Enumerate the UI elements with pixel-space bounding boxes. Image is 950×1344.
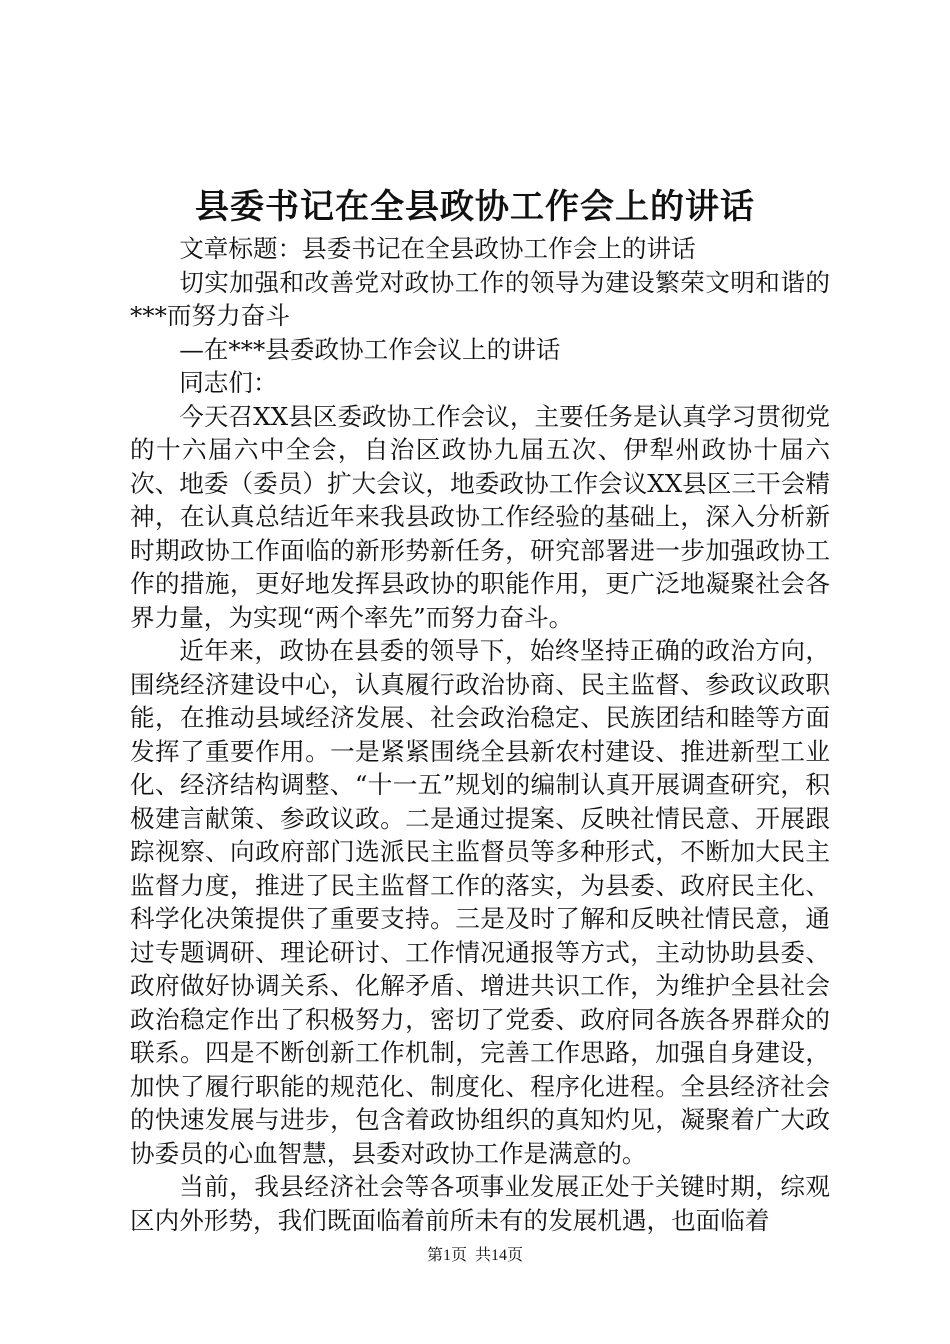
body-paragraph: 今天召XX县区委政协工作会议，主要任务是认真学习贯彻党的十六届六中全会，自治区政协九届五次、伊犁州政协十届六次、地委（委员）扩大会议，地委政协工作会议XX县区三干会精神，在认真总结近年来我县政协工作经验的基础上，深入分析新时期政协工作面临的新形势新任务，研究部署进一步加强政协工作的措施，更好地发挥县政协的职能作用，更广泛地凝聚社会各界力量，为实现“两个率先”而努力奋斗。 — [130, 401, 830, 632]
page-number: 第1页 — [426, 1247, 467, 1264]
page-footer — [0, 1246, 950, 1266]
body-paragraph: 近年来，政协在县委的领导下，始终坚持正确的政治方向，围绕经济建设中心，认真履行政治协商、民主监督、参政议政职能，在推动县域经济发展、社会政治稳定、民族团结和睦等方面发挥了重要作用。一是紧紧围绕全县新农村建设、推进新型工业化、经济结构调整、“十一五”规划的编制认真开展调查研究，积极建言献策、参政议政。二是通过提案、反映社情民意、开展跟踪视察、向政府部门选派民主监督员等多种形式，不断加大民主监督力度，推进了民主监督工作的落实，为县委、政府民主化、科学化决策提供了重要支持。三是及时了解和反映社情民意，通过专题调研、理论研讨、工作情况通报等方式，主动协助县委、政府做好协调关系、化解矛盾、增进共识工作，为维护全县社会政治稳定作出了积极努力，密切了党委、政府同各族各界群众的联系。四是不断创新工作机制，完善工作思路，加强自身建设，加快了履行职能的规范化、制度化、程序化进程。全县经济社会的快速发展与进步，包含着政协组织的真知灼见，凝聚着广大政协委员的心血智慧，县委对政协工作是满意的。 — [130, 636, 830, 1168]
document-title: 县委书记在全县政协工作会上的讲话 — [195, 187, 755, 227]
page-total: 共14页 — [475, 1247, 524, 1264]
speech-heading: 切实加强和改善党对政协工作的领导为建设繁荣文明和谐的***而努力奋斗 — [130, 267, 830, 330]
speech-subheading: —在***县委政协工作会议上的讲话 — [179, 334, 561, 364]
article-title-line: 文章标题：县委书记在全县政协工作会上的讲话 — [179, 234, 696, 263]
document-body — [130, 232, 830, 1237]
body-paragraph: 当前，我县经济社会等各项事业发展正处于关键时期，综观区内外形势，我们既面临着前所未有的发展机遇，也面临着 — [130, 1172, 830, 1235]
salutation: 同志们： — [179, 368, 278, 397]
